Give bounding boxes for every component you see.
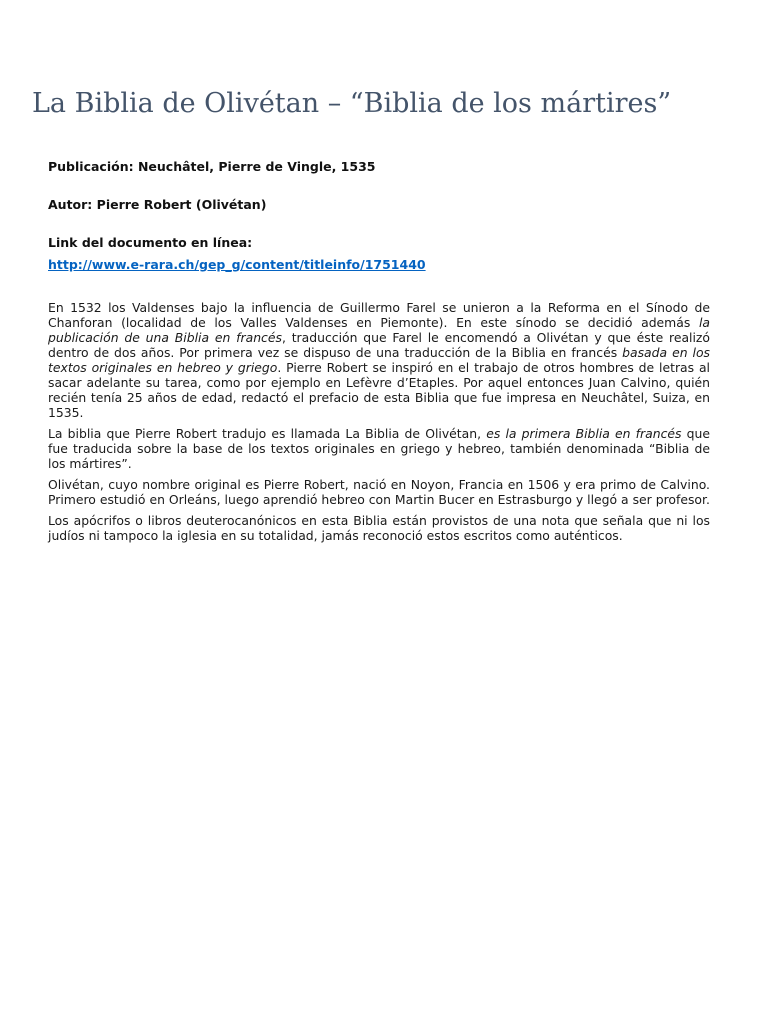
paragraph-text: . Pierre Robert se inspiró en el trabajo de otros hombres de letras al sacar adelante su tarea, como por ejemplo en Lefèvre d’Etaples. Por aquel entonces Juan Calvino, quién recién tenía 25 años de edad, redactó el prefacio de esta Biblia que fue impresa en Neuchâtel, Suiza, en 1535. [48, 360, 710, 420]
link-label: Link del documento en línea: [48, 235, 253, 250]
document-link[interactable]: http://www.e-rara.ch/gep_g/content/titleinfo/1751440 [48, 257, 426, 272]
author-line: Autor: Pierre Robert (Olivétan) [48, 197, 267, 212]
paragraph-emphasis: basada en los textos originales en hebreo y griego [48, 345, 711, 375]
paragraph-text: En 1532 los Valdenses bajo la influencia de Guillermo Farel se unieron a la Reforma en el Sínodo de Chanforan (localidad de los Valles Valdenses en Piemonte). En este sínodo se decidió además [48, 300, 710, 330]
paragraph-text: La biblia que Pierre Robert tradujo es llamada La Biblia de Olivétan, [48, 426, 487, 441]
publication-line: Publicación: Neuchâtel, Pierre de Vingle, 1535 [48, 159, 376, 174]
paragraph-emphasis: es la primera Biblia en francés [486, 426, 682, 441]
page-title: La Biblia de Olivétan – “Biblia de los mártires” [32, 88, 672, 119]
paragraph-apocrifos: Los apócrifos o libros deuterocanónicos en esta Biblia están provistos de una nota que señala que ni los judíos ni tampoco la iglesia en su totalidad, jamás reconoció estos escritos como auténticos. [48, 513, 710, 543]
paragraph-valdenses [48, 300, 710, 420]
paragraph-text: , traducción que Farel le encomendó a Olivétan y que éste realizó dentro de dos años. Por primera vez se dispuso de una traducción de la Biblia en francés [48, 330, 711, 360]
paragraph-text: que fue traducida sobre la base de los textos originales en griego y hebreo, también denominada “Biblia de los mártires”. [48, 426, 710, 471]
paragraph-emphasis: la publicación de una Biblia en francés [48, 315, 710, 345]
paragraph-olivetan: Olivétan, cuyo nombre original es Pierre Robert, nació en Noyon, Francia en 1506 y era primo de Calvino. Primero estudió en Orleáns, luego aprendió hebreo con Martin Bucer en Estrasburgo y llegó a ser profesor. [48, 477, 710, 507]
paragraph-biblia [48, 426, 710, 471]
body-text [48, 300, 710, 549]
